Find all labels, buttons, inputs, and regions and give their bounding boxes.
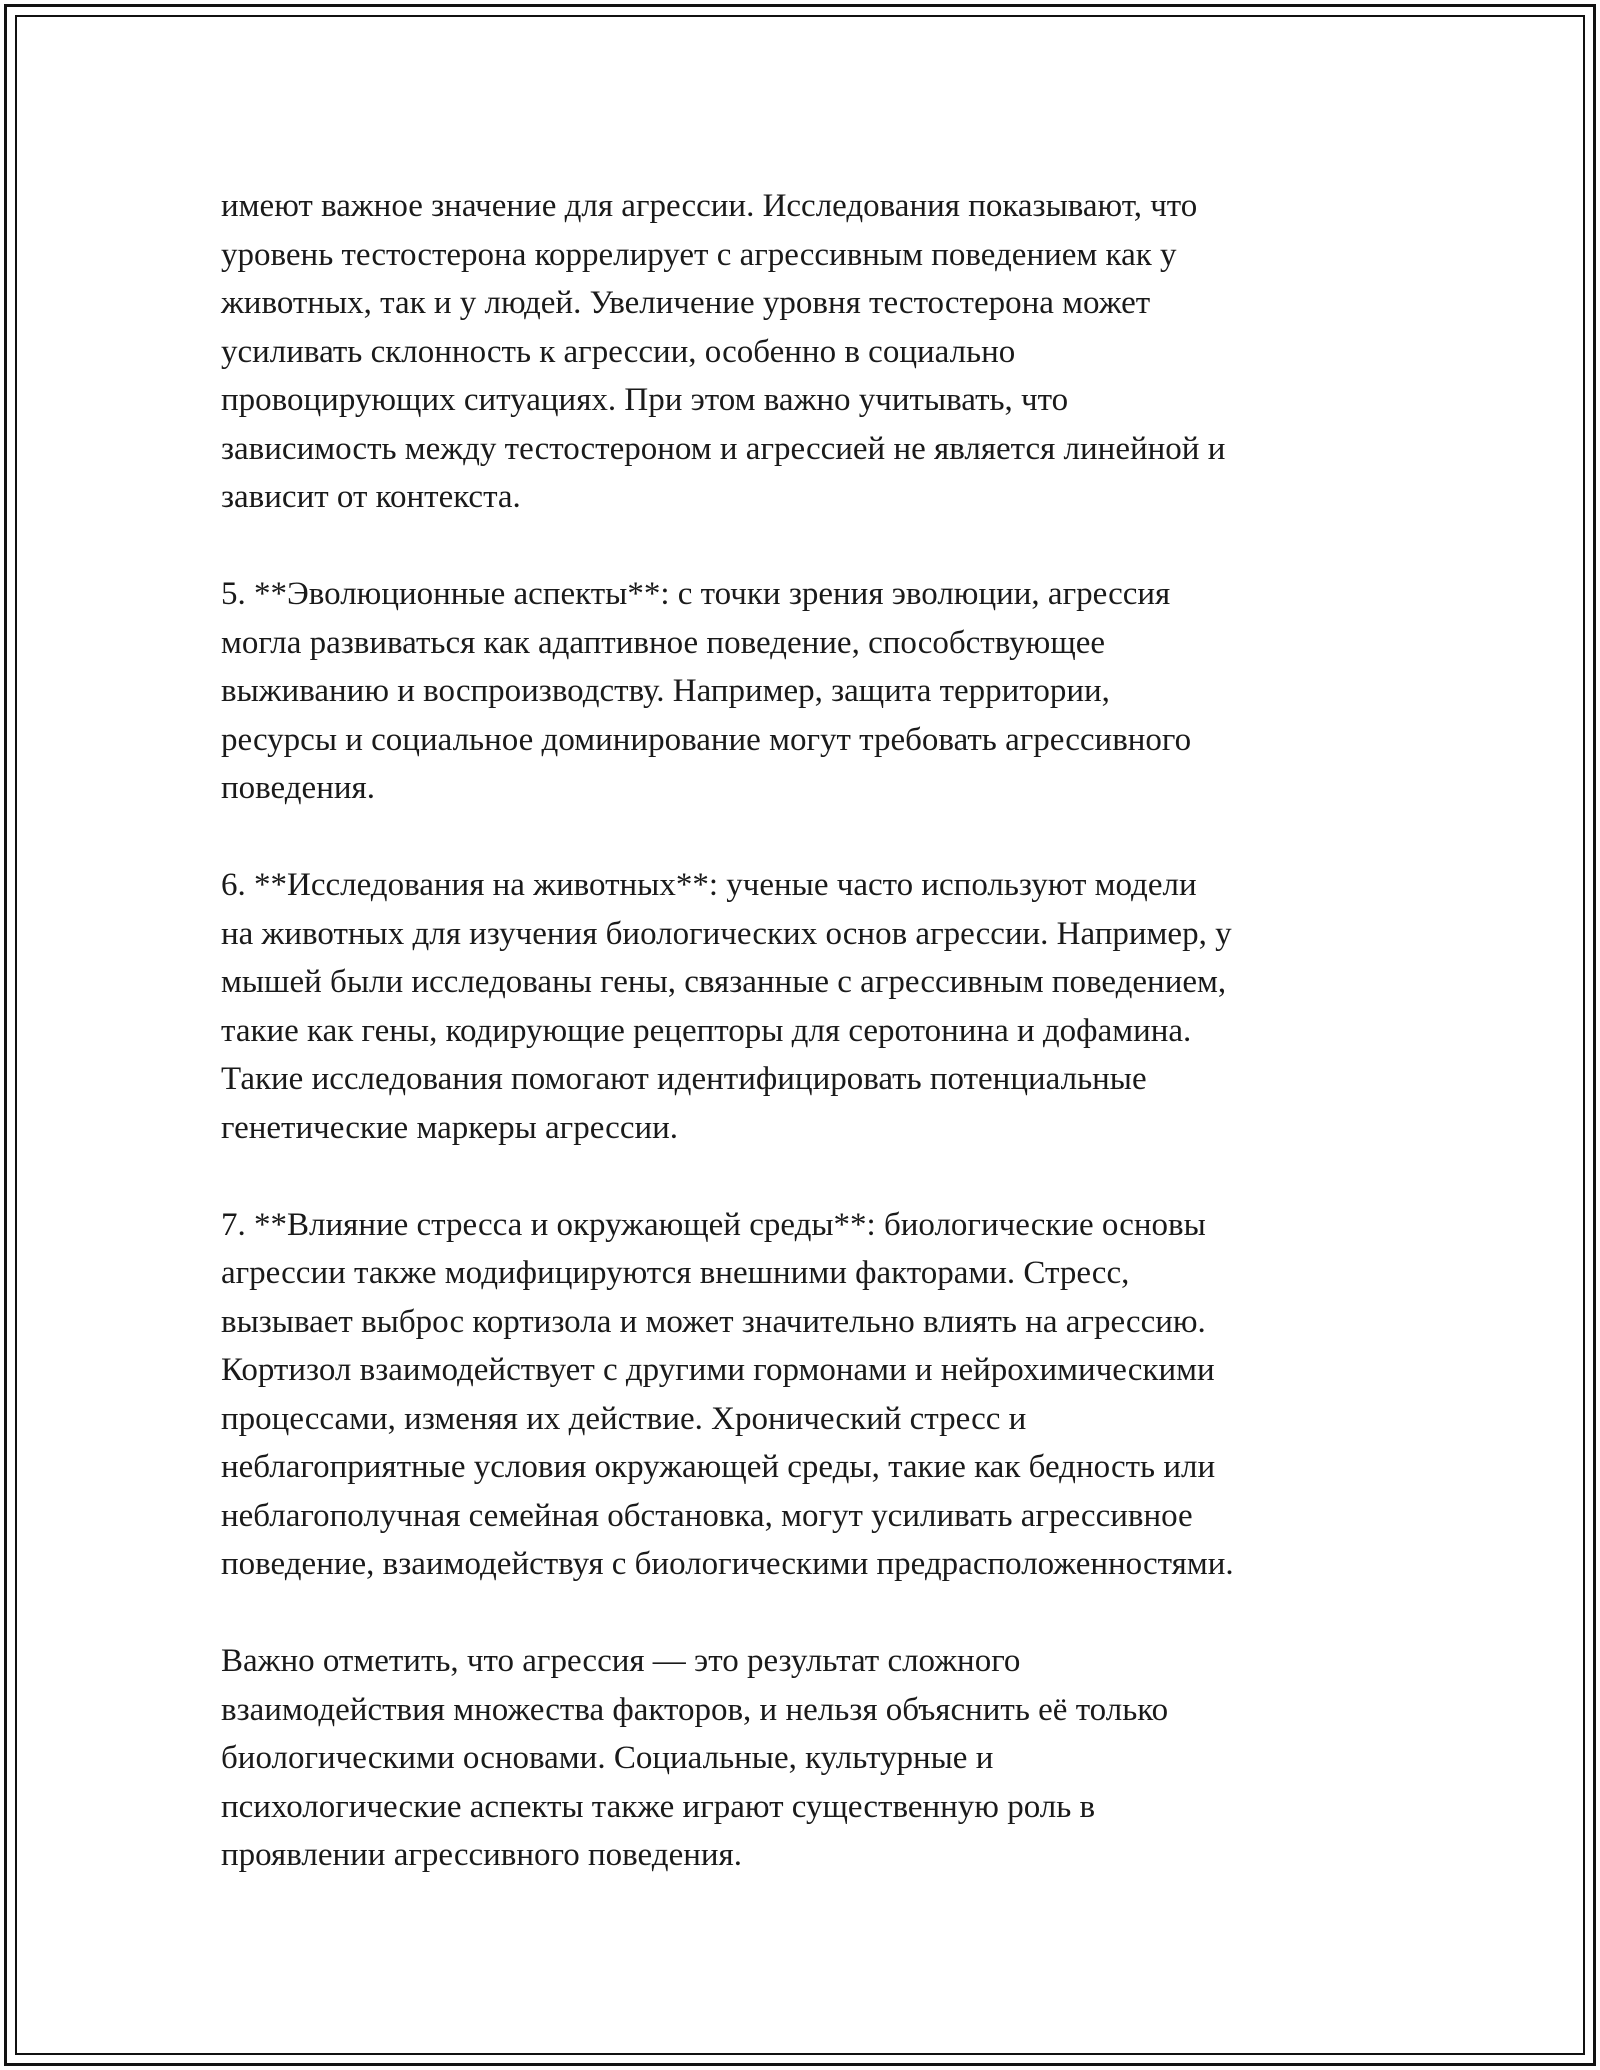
text-line: неблагополучная семейная обстановка, могут усиливать агрессивное [221, 1497, 1193, 1534]
text-line: 7. **Влияние стресса и окружающей среды**: биологические основы [221, 1206, 1206, 1243]
text-line: животных, так и у людей. Увеличение уровня тестостерона может [221, 285, 1151, 321]
text-line: биологическими основами. Социальные, культурные и [221, 1740, 994, 1776]
text-line: поведения. [221, 770, 375, 806]
text-line: могла развиваться как адаптивное поведение, способствующее [221, 624, 1106, 661]
text-line: взаимодействия множества факторов, и нельзя объяснить её только [221, 1691, 1169, 1728]
paragraph-animal-studies [221, 861, 1371, 1152]
text-line: неблагоприятные условия окружающей среды, такие как бедность или [221, 1449, 1216, 1485]
text-line: процессами, изменяя их действие. Хронический стресс и [221, 1400, 1027, 1437]
text-line: Такие исследования помогают идентифицировать потенциальные [221, 1061, 1147, 1097]
text-line: имеют важное значение для агрессии. Исследования показывают, что [221, 188, 1198, 224]
paragraph-evolutionary-aspects [221, 570, 1371, 813]
text-line: поведение, взаимодействуя с биологическими предрасположенностями. [221, 1546, 1234, 1582]
text-line: уровень тестостерона коррелирует с агрессивным поведением как у [221, 236, 1177, 273]
text-line: генетические маркеры агрессии. [221, 1109, 679, 1146]
document-body [221, 182, 1371, 1928]
text-line: усиливать склонность к агрессии, особенно в социально [221, 333, 1016, 370]
text-line: агрессии также модифицируются внешними факторами. Стресс, [221, 1255, 1130, 1291]
text-line: мышей были исследованы гены, связанные с агрессивным поведением, [221, 964, 1227, 1000]
text-line: зависимость между тестостероном и агрессией не является линейной и [221, 430, 1226, 467]
text-line: такие как гены, кодирующие рецепторы для серотонина и дофамина. [221, 1012, 1192, 1049]
text-line: провоцирующих ситуациях. При этом важно учитывать, что [221, 382, 1069, 418]
text-line: проявлении агрессивного поведения. [221, 1837, 742, 1873]
text-line: зависит от контекста. [221, 479, 521, 515]
text-line: вызывает выброс кортизола и может значительно влиять на агрессию. [221, 1303, 1206, 1340]
text-line: Кортизол взаимодействует с другими гормонами и нейрохимическими [221, 1352, 1215, 1388]
text-line: 5. **Эволюционные аспекты**: с точки зрения эволюции, агрессия [221, 576, 1171, 612]
text-line: выживанию и воспроизводству. Например, защита территории, [221, 673, 1110, 709]
text-line: Важно отметить, что агрессия — это результат сложного [221, 1643, 1021, 1679]
paragraph-testosterone [221, 182, 1371, 522]
text-line: психологические аспекты также играют существенную роль в [221, 1788, 1096, 1825]
text-line: на животных для изучения биологических основ агрессии. Например, у [221, 915, 1232, 952]
text-line: 6. **Исследования на животных**: ученые часто используют модели [221, 867, 1197, 903]
paragraph-conclusion [221, 1637, 1371, 1880]
text-line: ресурсы и социальное доминирование могут требовать агрессивного [221, 721, 1192, 758]
paragraph-stress-environment [221, 1201, 1371, 1589]
